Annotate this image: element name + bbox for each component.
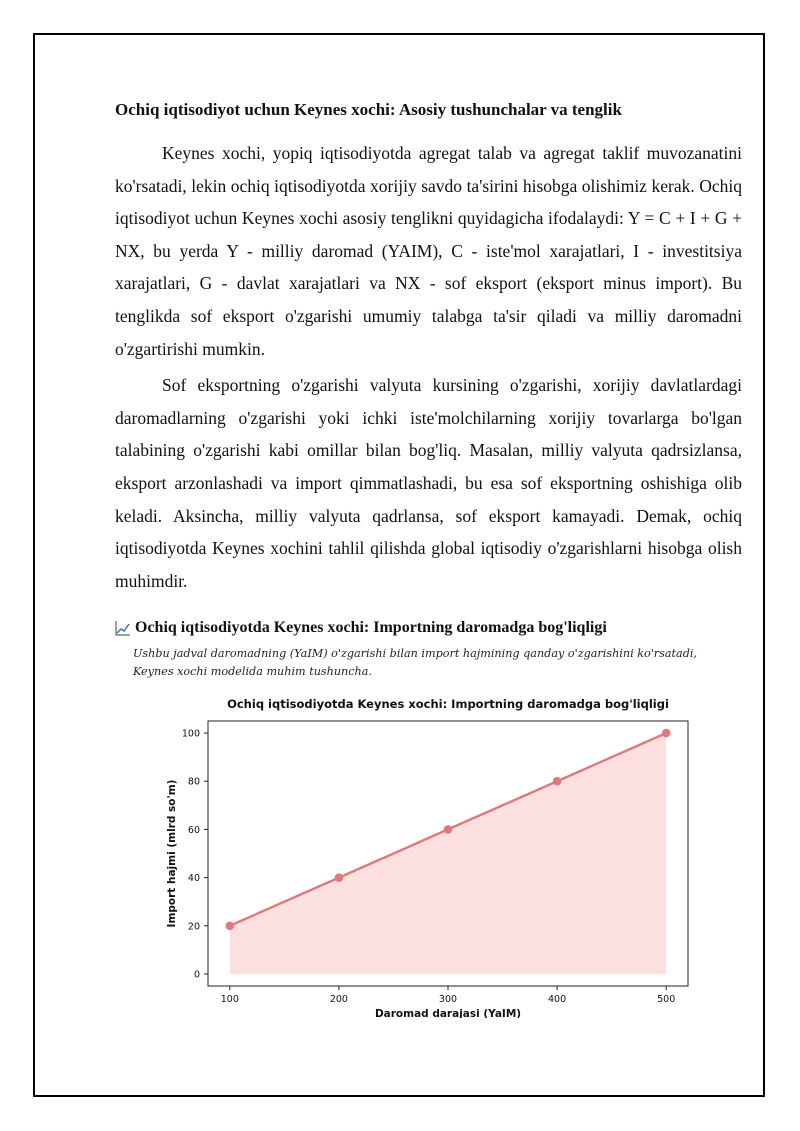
y-tick-label: 80	[187, 776, 200, 788]
x-tick-label: 200	[329, 994, 348, 1005]
y-tick-label: 60	[187, 824, 200, 836]
y-tick-label: 100	[181, 728, 200, 740]
x-tick-label: 300	[438, 994, 458, 1005]
import-income-chart	[160, 688, 700, 1018]
chart-line-icon	[115, 620, 131, 636]
y-tick-label: 40	[187, 873, 200, 885]
y-axis-label: Import hajmi (mlrd so'm)	[166, 779, 178, 928]
data-point	[553, 777, 562, 786]
x-tick-label: 500	[657, 994, 676, 1005]
chart-title: Ochiq iqtisodiyotda Keynes xochi: Importning daromadga bog'liqligi	[227, 697, 669, 711]
x-tick-label: 400	[548, 994, 567, 1005]
y-tick-label: 20	[187, 921, 200, 933]
data-point	[444, 825, 453, 834]
document-content	[115, 98, 742, 681]
data-point	[335, 873, 344, 882]
data-point	[226, 921, 235, 930]
paragraph-2: Sof eksportning o'zgarishi valyuta kursining o'zgarishi, xorijiy davlatlardagi daromadlarning o'zgarishi yoki ichki iste'molchilarning xorijiy tovarlarga bo'lgan talabining o'zgarishi kabi omillar bilan bog'liq. Masalan, milliy valyuta qadrsizlansa, eksport arzonlashadi va import qimmatlashadi, bu esa sof eksportning oshishiga olib keladi. Aksincha, milliy valyuta qadrlansa, sof eksport kamayadi. Demak, ochiq iqtisodiyotda Keynes xochini tahlil qilishda global iqtisodiy o'zgarishlarni hisobga olish muhimdir.	[115, 375, 742, 591]
paragraph-1: Keynes xochi, yopiq iqtisodiyotda agregat talab va agregat taklif muvozanatini ko'rsatadi, lekin ochiq iqtisodiyotda xorijiy savdo ta'sirini hisobga olishimiz kerak. Ochiq iqtisodiyot uchun Keynes xochi asosiy tenglikni quyidagicha ifodalaydi: Y = C + I + G + NX, bu yerda Y - milliy daromad (YAIM), C - iste'mol xarajatlari, I - investitsiya xarajatlari, G - davlat xarajatlari va NX - sof eksport (eksport minus import). Bu tenglikda sof eksport o'zgarishi umumiy talabga ta'sir qiladi va milliy daromadni o'zgartirishi mumkin.	[115, 143, 742, 359]
data-point	[662, 729, 671, 738]
figure-title	[115, 619, 742, 637]
figure-caption: Ushbu jadval daromadning (YaIM) o'zgarishi bilan import hajmining qanday o'zgarishini ko'rsatadi, Keynes xochi modelida muhim tushuncha.	[133, 647, 698, 679]
y-tick-label: 0	[193, 969, 200, 981]
x-axis-label: Daromad darajasi (YaIM)	[374, 1008, 522, 1018]
section-heading: Ochiq iqtisodiyot uchun Keynes xochi: Asosiy tushunchalar va tenglik	[115, 100, 622, 119]
figure-title-text: Ochiq iqtisodiyotda Keynes xochi: Importning daromadga bog'liqligi	[135, 619, 607, 637]
chart-container	[160, 688, 700, 1018]
area-fill	[230, 733, 666, 974]
x-tick-label: 100	[220, 994, 239, 1005]
